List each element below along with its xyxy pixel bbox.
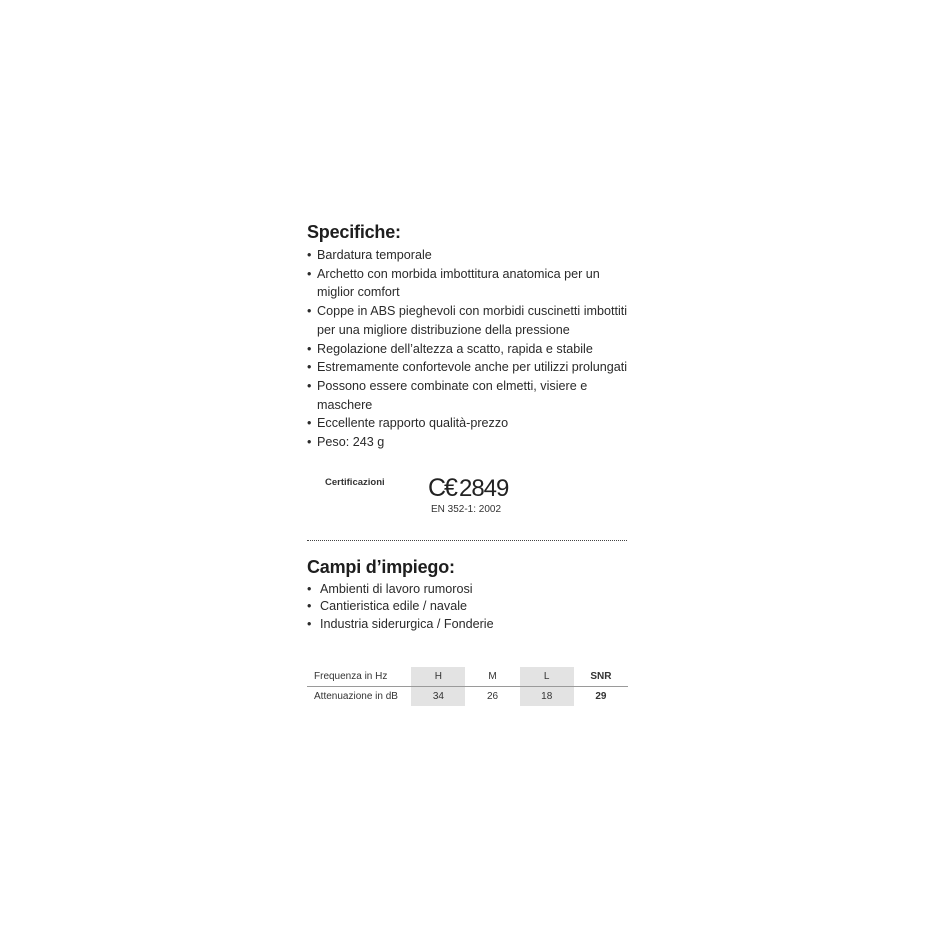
table-row — [307, 687, 628, 707]
row-label-frequency: Frequenza in Hz — [307, 667, 411, 687]
value-l: 18 — [520, 687, 574, 707]
spec-item: • Bardatura temporale — [307, 246, 629, 265]
campi-list — [307, 581, 629, 634]
value-m: 26 — [486, 691, 499, 703]
ce-symbol: C€ — [428, 473, 456, 502]
spec-item: • Regolazione dell’altezza a scatto, rapida e stabile — [307, 340, 629, 359]
specifiche-list — [307, 246, 629, 452]
campi-title: Campi d’impiego: — [307, 556, 455, 577]
campi-item: • Industria siderurgica / Fonderie — [307, 616, 629, 634]
spec-item: • Coppe in ABS pieghevoli con morbidi cuscinetti imbottiti per una migliore distribuzione della pressione — [307, 302, 629, 339]
spec-item: • Archetto con morbida imbottitura anatomica per un miglior comfort — [307, 265, 629, 302]
ce-norm: EN 352-1: 2002 — [431, 503, 502, 515]
attenuation-table — [307, 667, 628, 706]
spec-item: • Eccellente rapporto qualità-prezzo — [307, 414, 629, 433]
certificazioni-label: Certificazioni — [325, 476, 385, 488]
table-row — [307, 667, 628, 687]
campi-item: • Cantieristica edile / navale — [307, 598, 629, 616]
header-snr: SNR — [574, 667, 628, 687]
certification-block — [307, 470, 629, 528]
spec-item: • Possono essere combinate con elmetti, visiere e maschere — [307, 377, 629, 414]
specifiche-title: Specifiche: — [307, 222, 401, 242]
dotted-divider — [307, 540, 627, 541]
header-l: L — [520, 667, 574, 687]
product-spec-sheet — [307, 222, 629, 706]
spec-item: • Estremamente confortevole anche per utilizzi prolungati — [307, 358, 629, 377]
value-h: 34 — [411, 687, 465, 707]
campi-item: • Ambienti di lavoro rumorosi — [307, 581, 629, 599]
header-h: H — [411, 667, 465, 687]
ce-mark-icon — [428, 474, 508, 503]
spec-item: • Peso: 243 g — [307, 433, 629, 452]
header-m: M — [465, 667, 519, 687]
value-snr: 29 — [595, 691, 607, 703]
row-label-attenuation: Attenuazione in dB — [314, 691, 398, 703]
ce-number: 2849 — [458, 474, 509, 502]
